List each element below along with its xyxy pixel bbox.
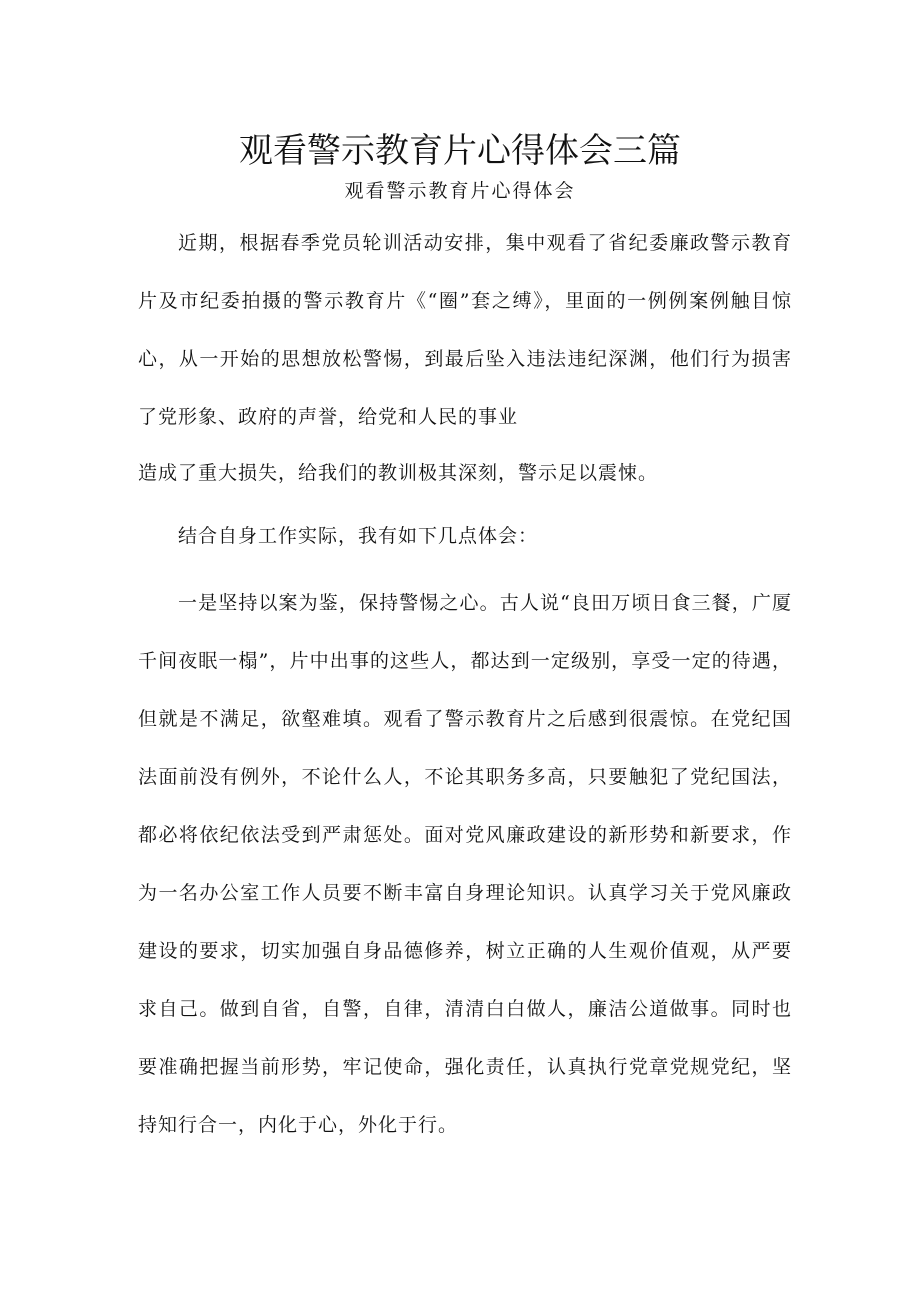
paragraph-intro-continued: 造成了重大损失，给我们的教训极其深刻，警示足以震悚。 xyxy=(138,462,659,484)
body-block-3 xyxy=(138,507,792,565)
paragraph-intro: 近期，根据春季党员轮训活动安排，集中观看了省纪委廉政警示教育片及市纪委拍摄的警示教育片《“圈”套之缚》，里面的一例例案例触目惊心，从一开始的思想放松警惕，到最后坠入违法违纪深渊，他们行为损害了党形象、政府的声誉，给党和人民的事业 xyxy=(138,232,792,428)
body-block-1 xyxy=(138,214,792,446)
paragraph-reflections-lead: 结合自身工作实际，我有如下几点体会： xyxy=(178,525,539,547)
body-block-4 xyxy=(138,574,792,1154)
document-title: 观看警示教育片心得体会三篇 xyxy=(239,131,681,171)
body-block-2 xyxy=(138,444,792,502)
document-subtitle: 观看警示教育片心得体会 xyxy=(344,180,576,202)
paragraph-point-one: 一是坚持以案为鉴，保持警惕之心。古人说“良田万顷日食三餐，广厦千间夜眠一榻”，片中出事的这些人，都达到一定级别，享受一定的待遇，但就是不满足，欲壑难填。观看了警示教育片之后感到很震惊。在党纪国法面前没有例外，不论什么人，不论其职务多高，只要触犯了党纪国法，都必将依纪依法受到严肃惩处。面对党风廉政建设的新形势和新要求，作为一名办公室工作人员要不断丰富自身理论知识。认真学习关于党风廉政建设的要求，切实加强自身品德修养，树立正确的人生观价值观，从严要求自己。做到自省，自警，自律，清清白白做人，廉洁公道做事。同时也要准确把握当前形势，牢记使命，强化责任，认真执行党章党规党纪，坚持知行合一，内化于心，外化于行。 xyxy=(138,592,792,1136)
